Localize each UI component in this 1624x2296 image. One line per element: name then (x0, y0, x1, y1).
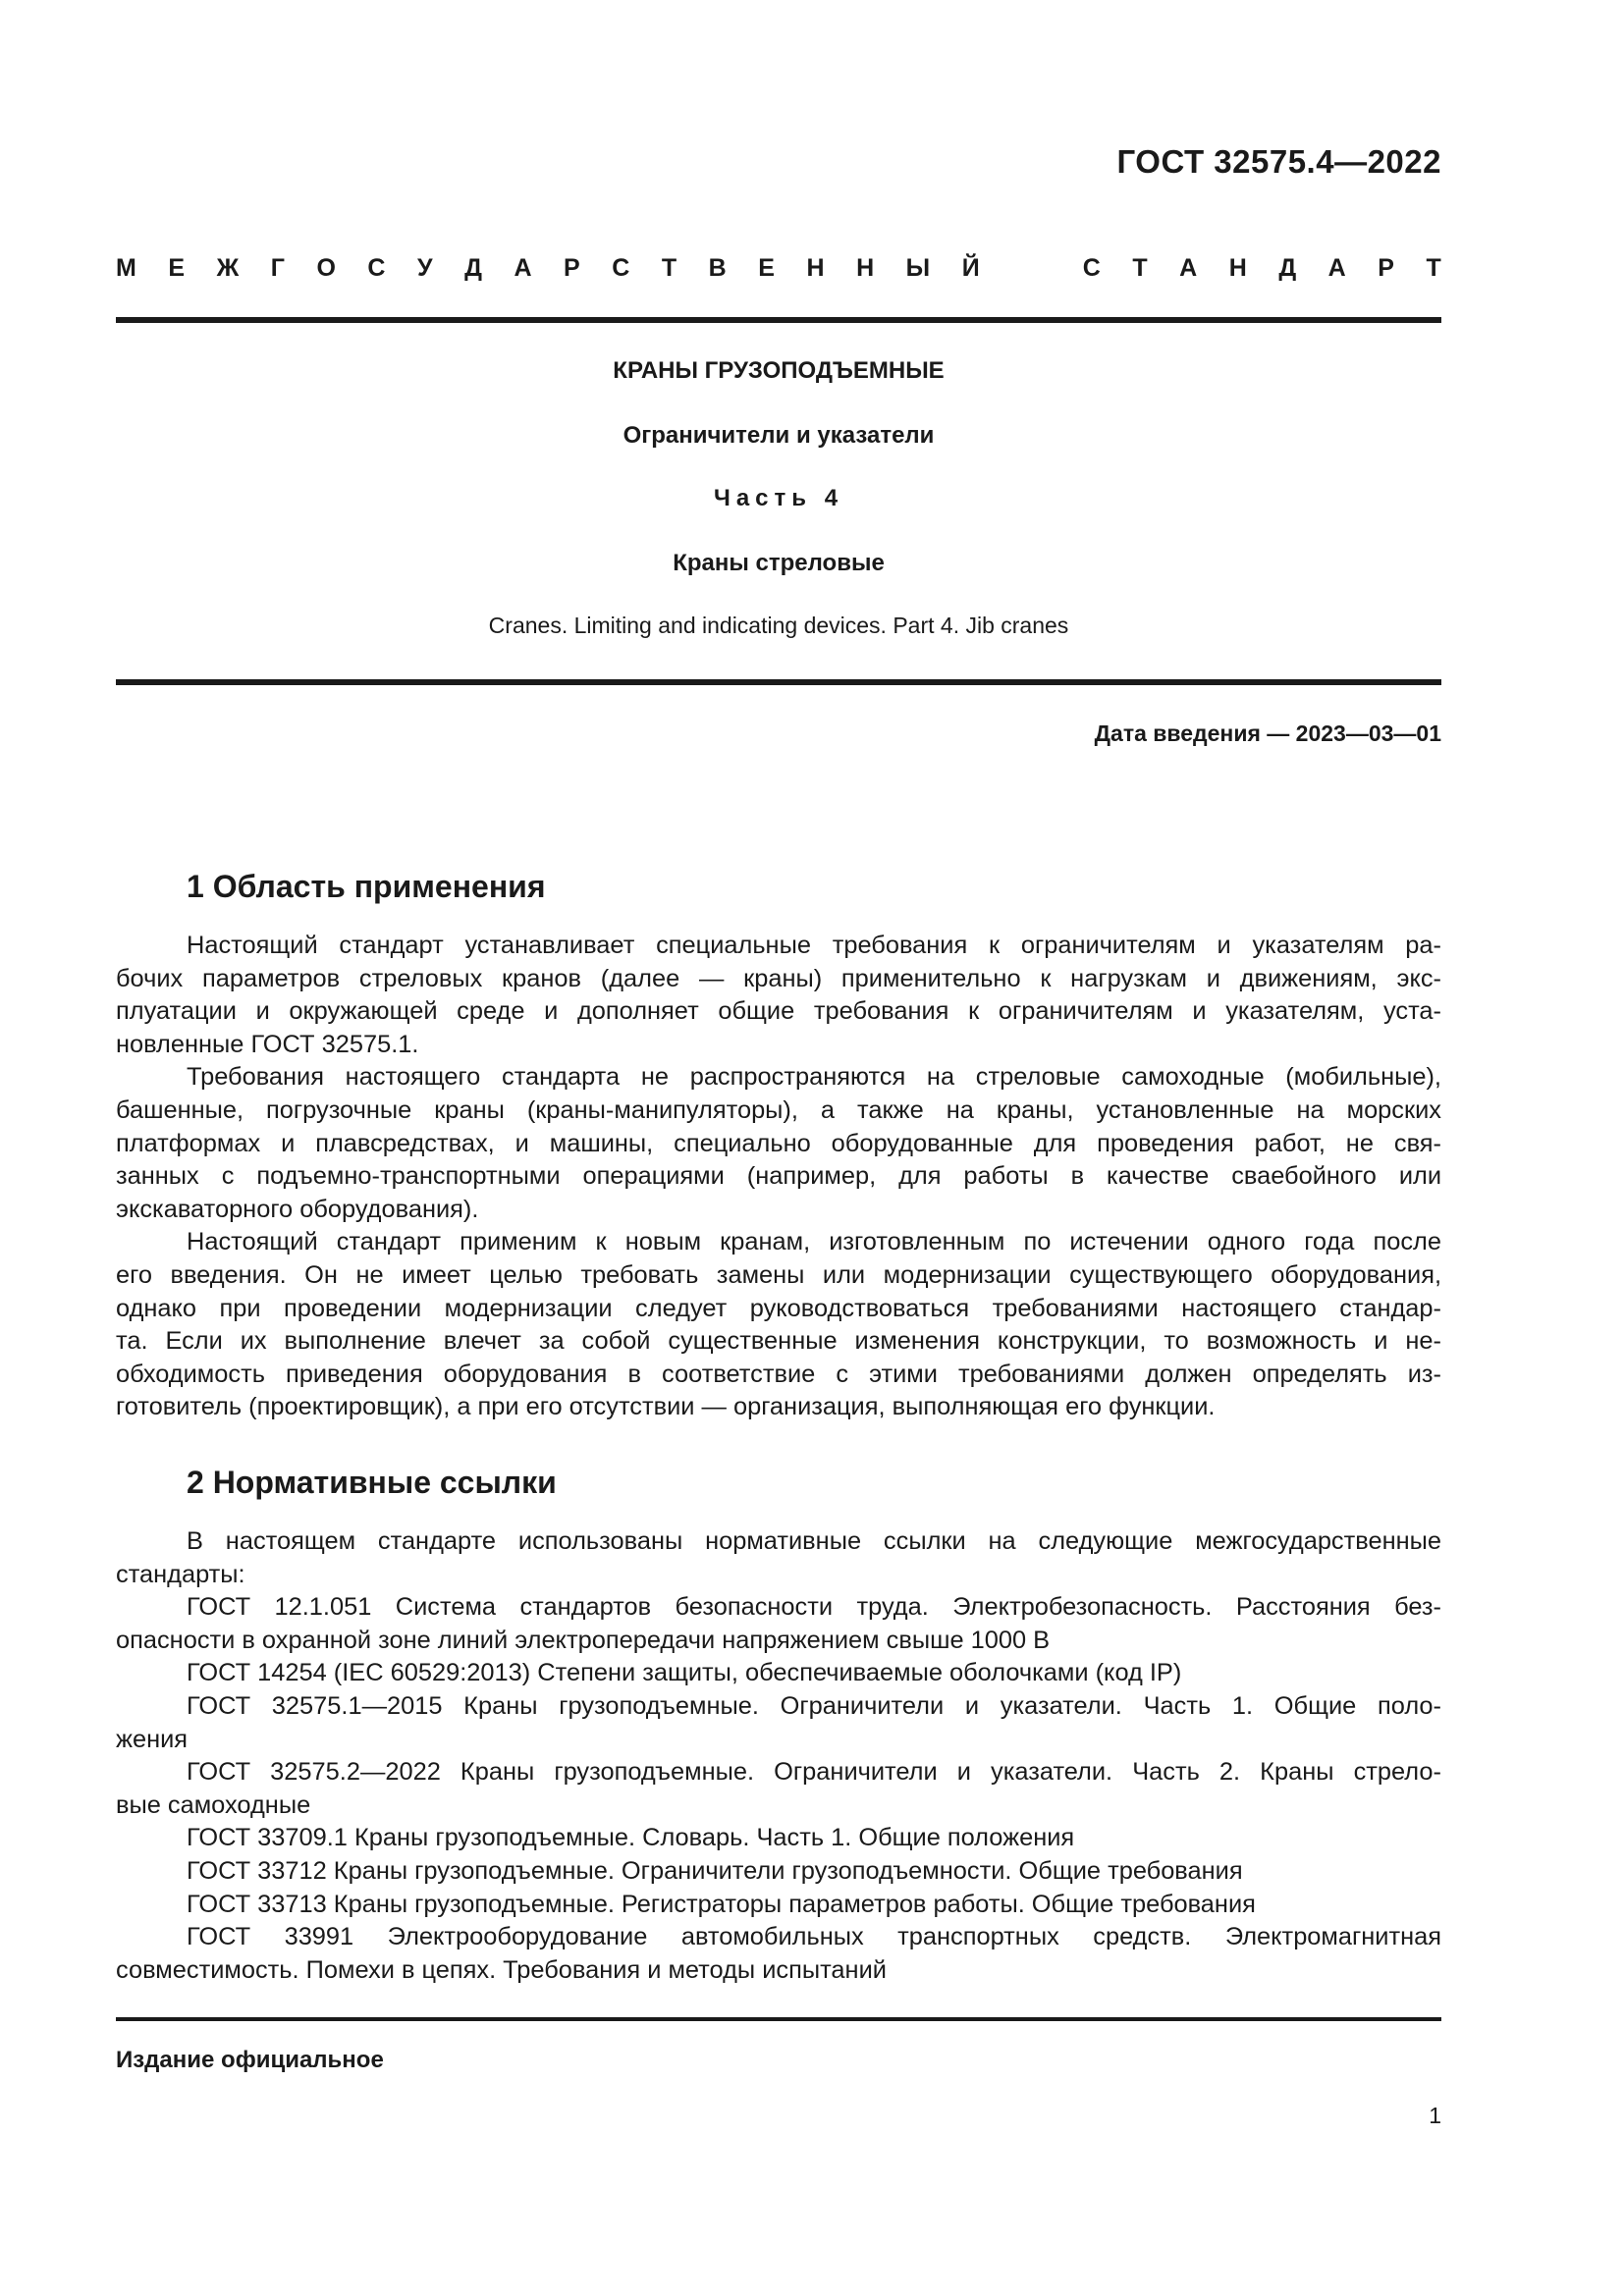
standard-type-letter: У (417, 254, 433, 282)
standard-type-letter: Р (564, 254, 580, 282)
section-1-heading: 1 Область применения (187, 869, 546, 904)
standard-type-letter: Е (758, 254, 775, 282)
s2-reference: ГОСТ 14254 (IEC 60529:2013) Степени защиты, обеспечиваемые оболочками (код IP) (187, 1659, 1182, 1687)
title-main: КРАНЫ ГРУЗОПОДЪЕМНЫЕ (613, 357, 945, 384)
s1-line: платформах и плавсредствах, и машины, специально оборудованные для проведения работ, не свя- (116, 1129, 1441, 1157)
s1-line: та. Если их выполнение влечет за собой существенные изменения конструкции, то возможность и не- (116, 1327, 1441, 1356)
standard-type-letter: Н (806, 254, 825, 282)
standard-type-letter: Е (168, 254, 186, 282)
standard-type-letter: С (1082, 254, 1101, 282)
s2-line: В настоящем стандарте использованы нормативные ссылки на следующие межгосударственные (187, 1527, 1441, 1555)
section-1-body (116, 930, 1441, 1424)
s2-reference: ГОСТ 33713 Краны грузоподъемные. Регистраторы параметров работы. Общие требования (187, 1890, 1256, 1918)
s1-line: обходимость приведения оборудования в соответствие с этими требованиями должен определять из- (116, 1360, 1441, 1388)
standard-type-letter: Ж (216, 254, 240, 282)
standard-type-heading (116, 254, 1441, 283)
s1-line: Настоящий стандарт применим к новым кранам, изготовленным по истечении одного года после (187, 1228, 1441, 1256)
s1-line: бочих параметров стреловых кранов (далее — краны) применительно к нагрузкам и движениям, экс- (116, 964, 1441, 992)
s2-line: совместимость. Помехи в цепях. Требования и методы испытаний (116, 1955, 887, 1984)
section-2-body (116, 1525, 1441, 1987)
s1-line: башенные, погрузочные краны (краны-манипуляторы), а также на краны, установленные на морских (116, 1095, 1441, 1124)
s2-reference: ГОСТ 12.1.051 Система стандартов безопасности труда. Электробезопасность. Расстояния без- (187, 1593, 1441, 1622)
section-2-heading: 2 Нормативные ссылки (187, 1465, 557, 1500)
edition-label: Издание официальное (116, 2047, 384, 2073)
page-number: 1 (1429, 2103, 1441, 2128)
standard-type-letter: А (1179, 254, 1198, 282)
standard-type-letter: Н (856, 254, 875, 282)
s2-reference: ГОСТ 33712 Краны грузоподъемные. Ограничители грузоподъемности. Общие требования (187, 1856, 1243, 1885)
s2-line: опасности в охранной зоне линий электропередачи напряжением свыше 1000 В (116, 1626, 1051, 1654)
s1-line: занных с подъемно-транспортными операциями (например, для работы в качестве сваебойного или (116, 1162, 1441, 1191)
s2-line: стандарты: (116, 1560, 245, 1588)
s1-line: его введения. Он не имеет целью требовать замены или модернизации существующего оборудования, (116, 1260, 1441, 1289)
standard-type-letter: А (1327, 254, 1346, 282)
standard-type-letter: М (116, 254, 136, 282)
introduction-date: Дата введения — 2023—03—01 (1094, 721, 1441, 746)
standard-type-letter: А (514, 254, 532, 282)
title-sub: Ограничители и указатели (623, 422, 935, 449)
top-rule (116, 317, 1441, 323)
s1-line: однако при проведении модернизации следует руководствоваться требованиями настоящего стандар- (116, 1294, 1441, 1322)
standard-type-letter: Н (1228, 254, 1247, 282)
title-cranes: Краны стреловые (673, 550, 885, 576)
standard-type-letter: Т (1426, 254, 1441, 282)
s1-line: экскаваторного оборудования). (116, 1195, 479, 1223)
standard-type-letter: В (708, 254, 727, 282)
standard-type-letter: О (316, 254, 336, 282)
title-bottom-rule (116, 679, 1441, 685)
standard-type-letter: Ы (905, 254, 931, 282)
title-english: Cranes. Limiting and indicating devices. Part 4. Jib cranes (488, 613, 1069, 638)
standard-type-letter: Т (661, 254, 677, 282)
s2-line: жения (116, 1725, 189, 1753)
standard-type-letter: Т (1132, 254, 1148, 282)
s2-line: вые самоходные (116, 1790, 311, 1819)
standard-type-letter: Р (1378, 254, 1394, 282)
standard-type-letter: Д (1278, 254, 1297, 282)
document-number: ГОСТ 32575.4—2022 (1116, 143, 1441, 180)
s1-line: Требования настоящего стандарта не распространяются на стреловые самоходные (мобильные), (187, 1063, 1441, 1092)
standard-type-letter: Й (961, 254, 980, 282)
standard-type-letter: Д (464, 254, 482, 282)
s2-reference: ГОСТ 33709.1 Краны грузоподъемные. Словарь. Часть 1. Общие положения (187, 1824, 1075, 1852)
footer-rule (116, 2017, 1441, 2021)
title-part: Часть 4 (713, 485, 844, 511)
standard-type-letter: С (367, 254, 386, 282)
standard-type-letter: С (612, 254, 630, 282)
s1-line: новленные ГОСТ 32575.1. (116, 1030, 419, 1058)
s1-line: готовитель (проектировщик), а при его отсутствии — организация, выполняющая его функции. (116, 1393, 1216, 1421)
s2-reference: ГОСТ 33991 Электрооборудование автомобильных транспортных средств. Электромагнитная (187, 1923, 1441, 1951)
s1-line: Настоящий стандарт устанавливает специальные требования к ограничителям и указателям ра- (187, 932, 1441, 959)
standard-type-letter: Г (270, 254, 285, 282)
s1-line: плуатации и окружающей среде и дополняет общие требования к ограничителям и указателям, уста- (116, 997, 1441, 1026)
s2-reference: ГОСТ 32575.1—2015 Краны грузоподъемные. Ограничители и указатели. Часть 1. Общие поло- (187, 1691, 1441, 1720)
s2-reference: ГОСТ 32575.2—2022 Краны грузоподъемные. Ограничители и указатели. Часть 2. Краны стрело- (187, 1758, 1441, 1787)
